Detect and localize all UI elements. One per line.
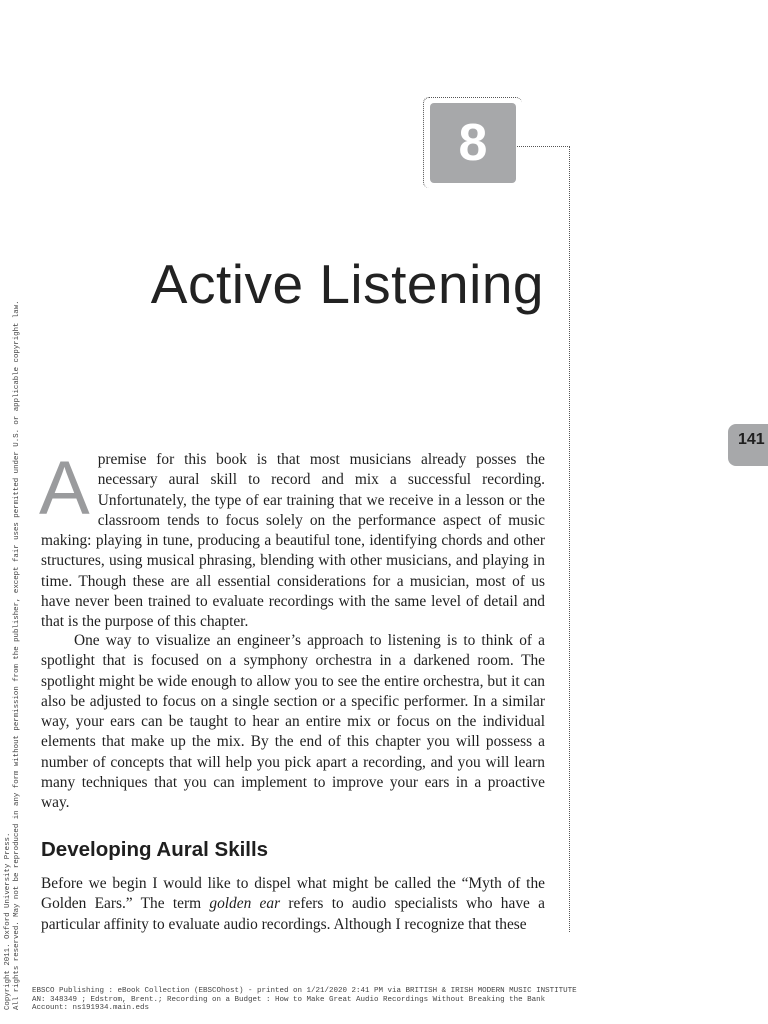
paragraph-golden-ears-text-2: refers to audio specialists who have a particular affinity to evaluate audio recordings. Although I recognize that these (41, 895, 545, 933)
copyright-line-2: All rights reserved. May not be reproduced in any form without permission from the publisher, except fair uses permitted under U.S. or applicable copyright law. (13, 300, 21, 1010)
footer-line-1: EBSCO Publishing : eBook Collection (EBSCOhost) - printed on 1/21/2020 2:41 PM via BRITISH & IRISH MODERN MUSIC INSTITUTE (32, 987, 577, 995)
side-copyright-notice (4, 300, 22, 1010)
dotted-rule-vertical (569, 146, 570, 932)
paragraph-golden-ears-text-1: Before we begin I would like to dispel what might be called the “Myth of the Golden Ears.” The term (41, 875, 545, 913)
chapter-number: 8 (430, 103, 516, 183)
footer-line-2: AN: 348349 ; Edstrom, Brent.; Recording on a Budget : How to Make Great Audio Recordings Without Breaking the Bank (32, 995, 546, 1004)
page-number: 141 (738, 431, 765, 448)
section-heading: Developing Aural Skills (41, 838, 269, 861)
drop-cap: A (39, 446, 90, 531)
chapter-title: Active Listening (150, 253, 544, 315)
paragraph-intro (39, 446, 545, 633)
paragraph-spotlight: One way to visualize an engineer’s approach to listening is to think of a spotlight that is focused on a symphony orchestra in a darkened room. The spotlight might be wide enough to allow you to see the entire orchestra, but it can also be adjusted to focus on a single section or a specific performer. In a similar way, your ears can be taught to hear an entire mix or focus on the individual elements that make up the mix. By the end of this chapter you will possess a number of concepts that will help you pick apart a recording, and you will learn many techniques that you can implement to improve your ears in a proactive way. (41, 632, 545, 812)
paragraph-intro-text: premise for this book is that most musicians already posses the necessary aural skill to record and mix a successful recording. Unfortunately, the type of ear training that we receive in a lesson or the classroom tends to focus solely on the performance aspect of music making: playing in tune, producing a beautiful tone, identifying chords and other structures, using musical phrasing, blending with other musicians, and playing in time. Though these are all essential considerations for a musician, most of us have never been trained to evaluate recordings with the same level of detail and that is the purpose of this chapter. (41, 451, 545, 631)
paragraph-golden-ears (41, 874, 545, 935)
golden-ear-term: golden ear (209, 895, 281, 913)
dotted-rule-horizontal (517, 146, 570, 147)
ebsco-footer (32, 987, 577, 1013)
copyright-line-1: Copyright 2011. Oxford University Press. (4, 832, 12, 1010)
footer-line-3: Account: ns191934.main.eds (32, 1004, 150, 1012)
